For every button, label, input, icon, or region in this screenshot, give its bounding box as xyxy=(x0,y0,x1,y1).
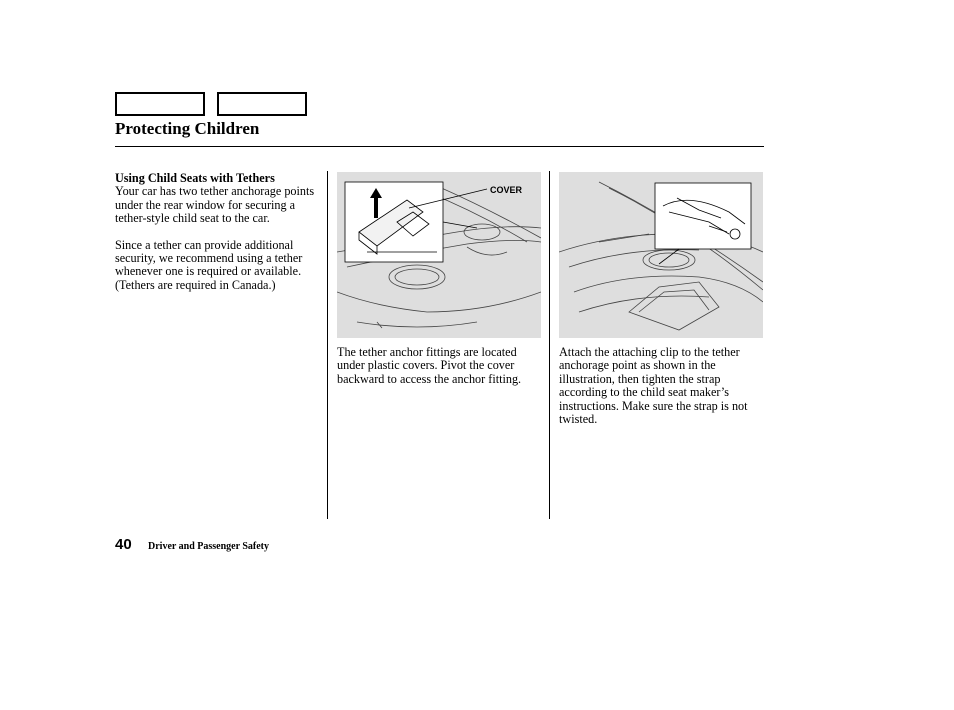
page-title: Protecting Children xyxy=(115,119,260,138)
page-number: 40 xyxy=(115,536,132,553)
middle-column xyxy=(337,346,542,386)
cover-callout-label: COVER xyxy=(490,185,523,195)
nav-button-next[interactable] xyxy=(217,92,307,116)
caption-attach-clip: Attach the attaching clip to the tether anchorage point as shown in the illustration, then tighten the strap according to the child seat maker’s instructions. Make sure the strap is not twisted. xyxy=(559,345,748,427)
left-column xyxy=(115,172,320,292)
nav-button-previous[interactable] xyxy=(115,92,205,116)
column-divider-1 xyxy=(327,171,328,519)
right-column xyxy=(559,346,764,426)
column-divider-2 xyxy=(549,171,550,519)
section-name: Driver and Passenger Safety xyxy=(148,541,270,552)
section-subheading: Using Child Seats with Tethers xyxy=(115,171,275,185)
paragraph-tether-security: Since a tether can provide additional security, we recommend using a tether whenever one is required or available. (Tethers are required in Canada.) xyxy=(115,237,303,292)
tether-cover-illustration xyxy=(337,172,541,338)
title-divider xyxy=(115,146,764,147)
paragraph-tether-points: Your car has two tether anchorage points under the rear window for securing a tether-style child seat to the car. xyxy=(115,184,315,226)
caption-anchor-fittings: The tether anchor fittings are located under plastic covers. Pivot the cover backward to access the anchor fitting. xyxy=(337,345,522,386)
tether-clip-illustration xyxy=(559,172,763,338)
